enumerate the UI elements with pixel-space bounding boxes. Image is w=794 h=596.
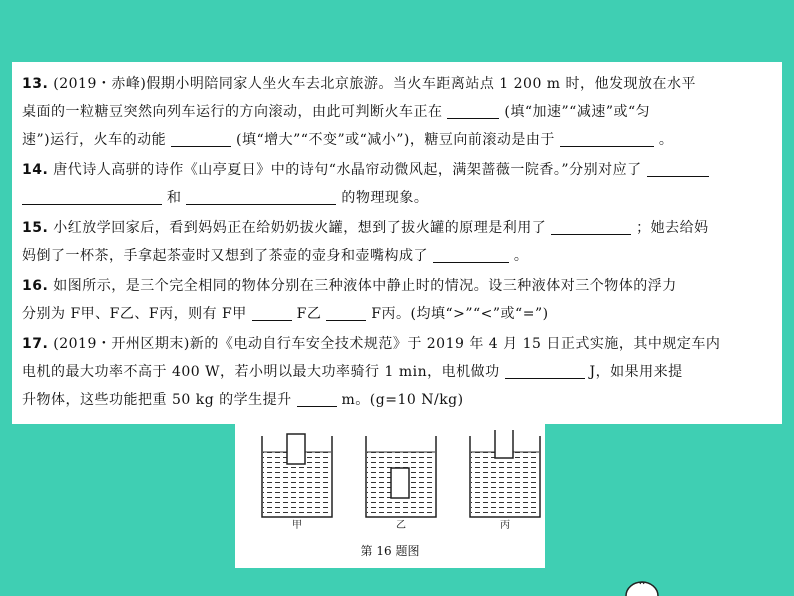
answer-blank[interactable] — [252, 304, 292, 321]
answer-blank[interactable] — [560, 130, 654, 147]
beaker-jia — [259, 430, 335, 518]
answer-blank[interactable] — [433, 246, 509, 263]
answer-blank[interactable] — [505, 362, 585, 379]
question-text: F乙 — [296, 306, 322, 322]
question-number: 17. — [22, 336, 49, 352]
beaker-bing — [467, 430, 543, 518]
answer-blank[interactable] — [22, 188, 162, 205]
answer-blank[interactable] — [186, 188, 336, 205]
mascot-icon — [622, 578, 662, 596]
question-text: (填“增大”“不变”或“减小”)，糖豆向前滚动是由于 — [236, 132, 555, 148]
answer-blank[interactable] — [647, 160, 709, 177]
question-text: 小红放学回家后，看到妈妈正在给奶奶拔火罐，想到了拔火罐的原理是利用了 — [53, 220, 547, 236]
question-number: 14. — [22, 162, 49, 178]
figure-16 — [235, 422, 545, 568]
question-text: (2019・开州区期末)新的《电动自行车安全技术规范》于 2019 年 4 月 15 日正式实施，其中规定车内 — [53, 336, 721, 352]
question-text: 。 — [513, 248, 529, 264]
question-card — [12, 62, 782, 424]
beaker-label-yi: 乙 — [396, 520, 406, 531]
question-17 — [22, 330, 778, 414]
question-number: 15. — [22, 220, 49, 236]
beaker-yi — [363, 430, 439, 518]
answer-blank[interactable] — [326, 304, 366, 321]
figure-caption: 第 16 题图 — [360, 544, 420, 558]
answer-blank[interactable] — [171, 130, 231, 147]
question-text: 。 — [658, 132, 674, 148]
answer-blank[interactable] — [551, 218, 631, 235]
question-text: F丙。(均填“>”“<”或“=”) — [371, 306, 549, 322]
question-text: m。(g=10 N/kg) — [341, 392, 464, 408]
question-text: J，如果用来提 — [589, 364, 683, 380]
question-text: 升物体，这些功能把重 50 kg 的学生提升 — [22, 392, 292, 408]
question-text: ；她去给妈 — [636, 220, 709, 236]
beaker-label-jia: 甲 — [292, 520, 302, 531]
question-text: 分别为 F甲、F乙、F丙，则有 F甲 — [22, 306, 247, 322]
question-text: 的物理现象。 — [341, 190, 429, 206]
question-text: 速”)运行，火车的动能 — [22, 132, 167, 148]
question-text: 和 — [166, 190, 182, 206]
beaker-label-bing: 丙 — [500, 520, 510, 531]
answer-blank[interactable] — [297, 390, 337, 407]
answer-blank[interactable] — [447, 102, 499, 119]
question-text: (2019・赤峰)假期小明陪同家人坐火车去北京旅游。当火车距离站点 1 200 m 时，他发现放在水平 — [53, 76, 697, 92]
question-number: 16. — [22, 278, 49, 294]
question-15 — [22, 214, 778, 270]
question-text: 妈倒了一杯茶，手拿起茶壶时又想到了茶壶的壶身和壶嘴构成了 — [22, 248, 428, 264]
question-text: 唐代诗人高骈的诗作《山亭夏日》中的诗句“水晶帘动微风起，满架蔷薇一院香。”分别对应了 — [53, 162, 642, 178]
question-number: 13. — [22, 76, 49, 92]
question-text: 桌面的一粒糖豆突然向列车运行的方向滚动，由此可判断火车正在 — [22, 104, 443, 120]
question-16 — [22, 272, 778, 328]
question-text: 电机的最大功率不高于 400 W，若小明以最大功率骑行 1 min，电机做功 — [22, 364, 500, 380]
question-14 — [22, 156, 778, 212]
question-text: (填“加速”“减速”或“匀 — [504, 104, 651, 120]
question-text: 如图所示，是三个完全相同的物体分别在三种液体中静止时的情况。设三种液体对三个物体的浮力 — [53, 278, 677, 294]
question-13 — [22, 70, 778, 154]
